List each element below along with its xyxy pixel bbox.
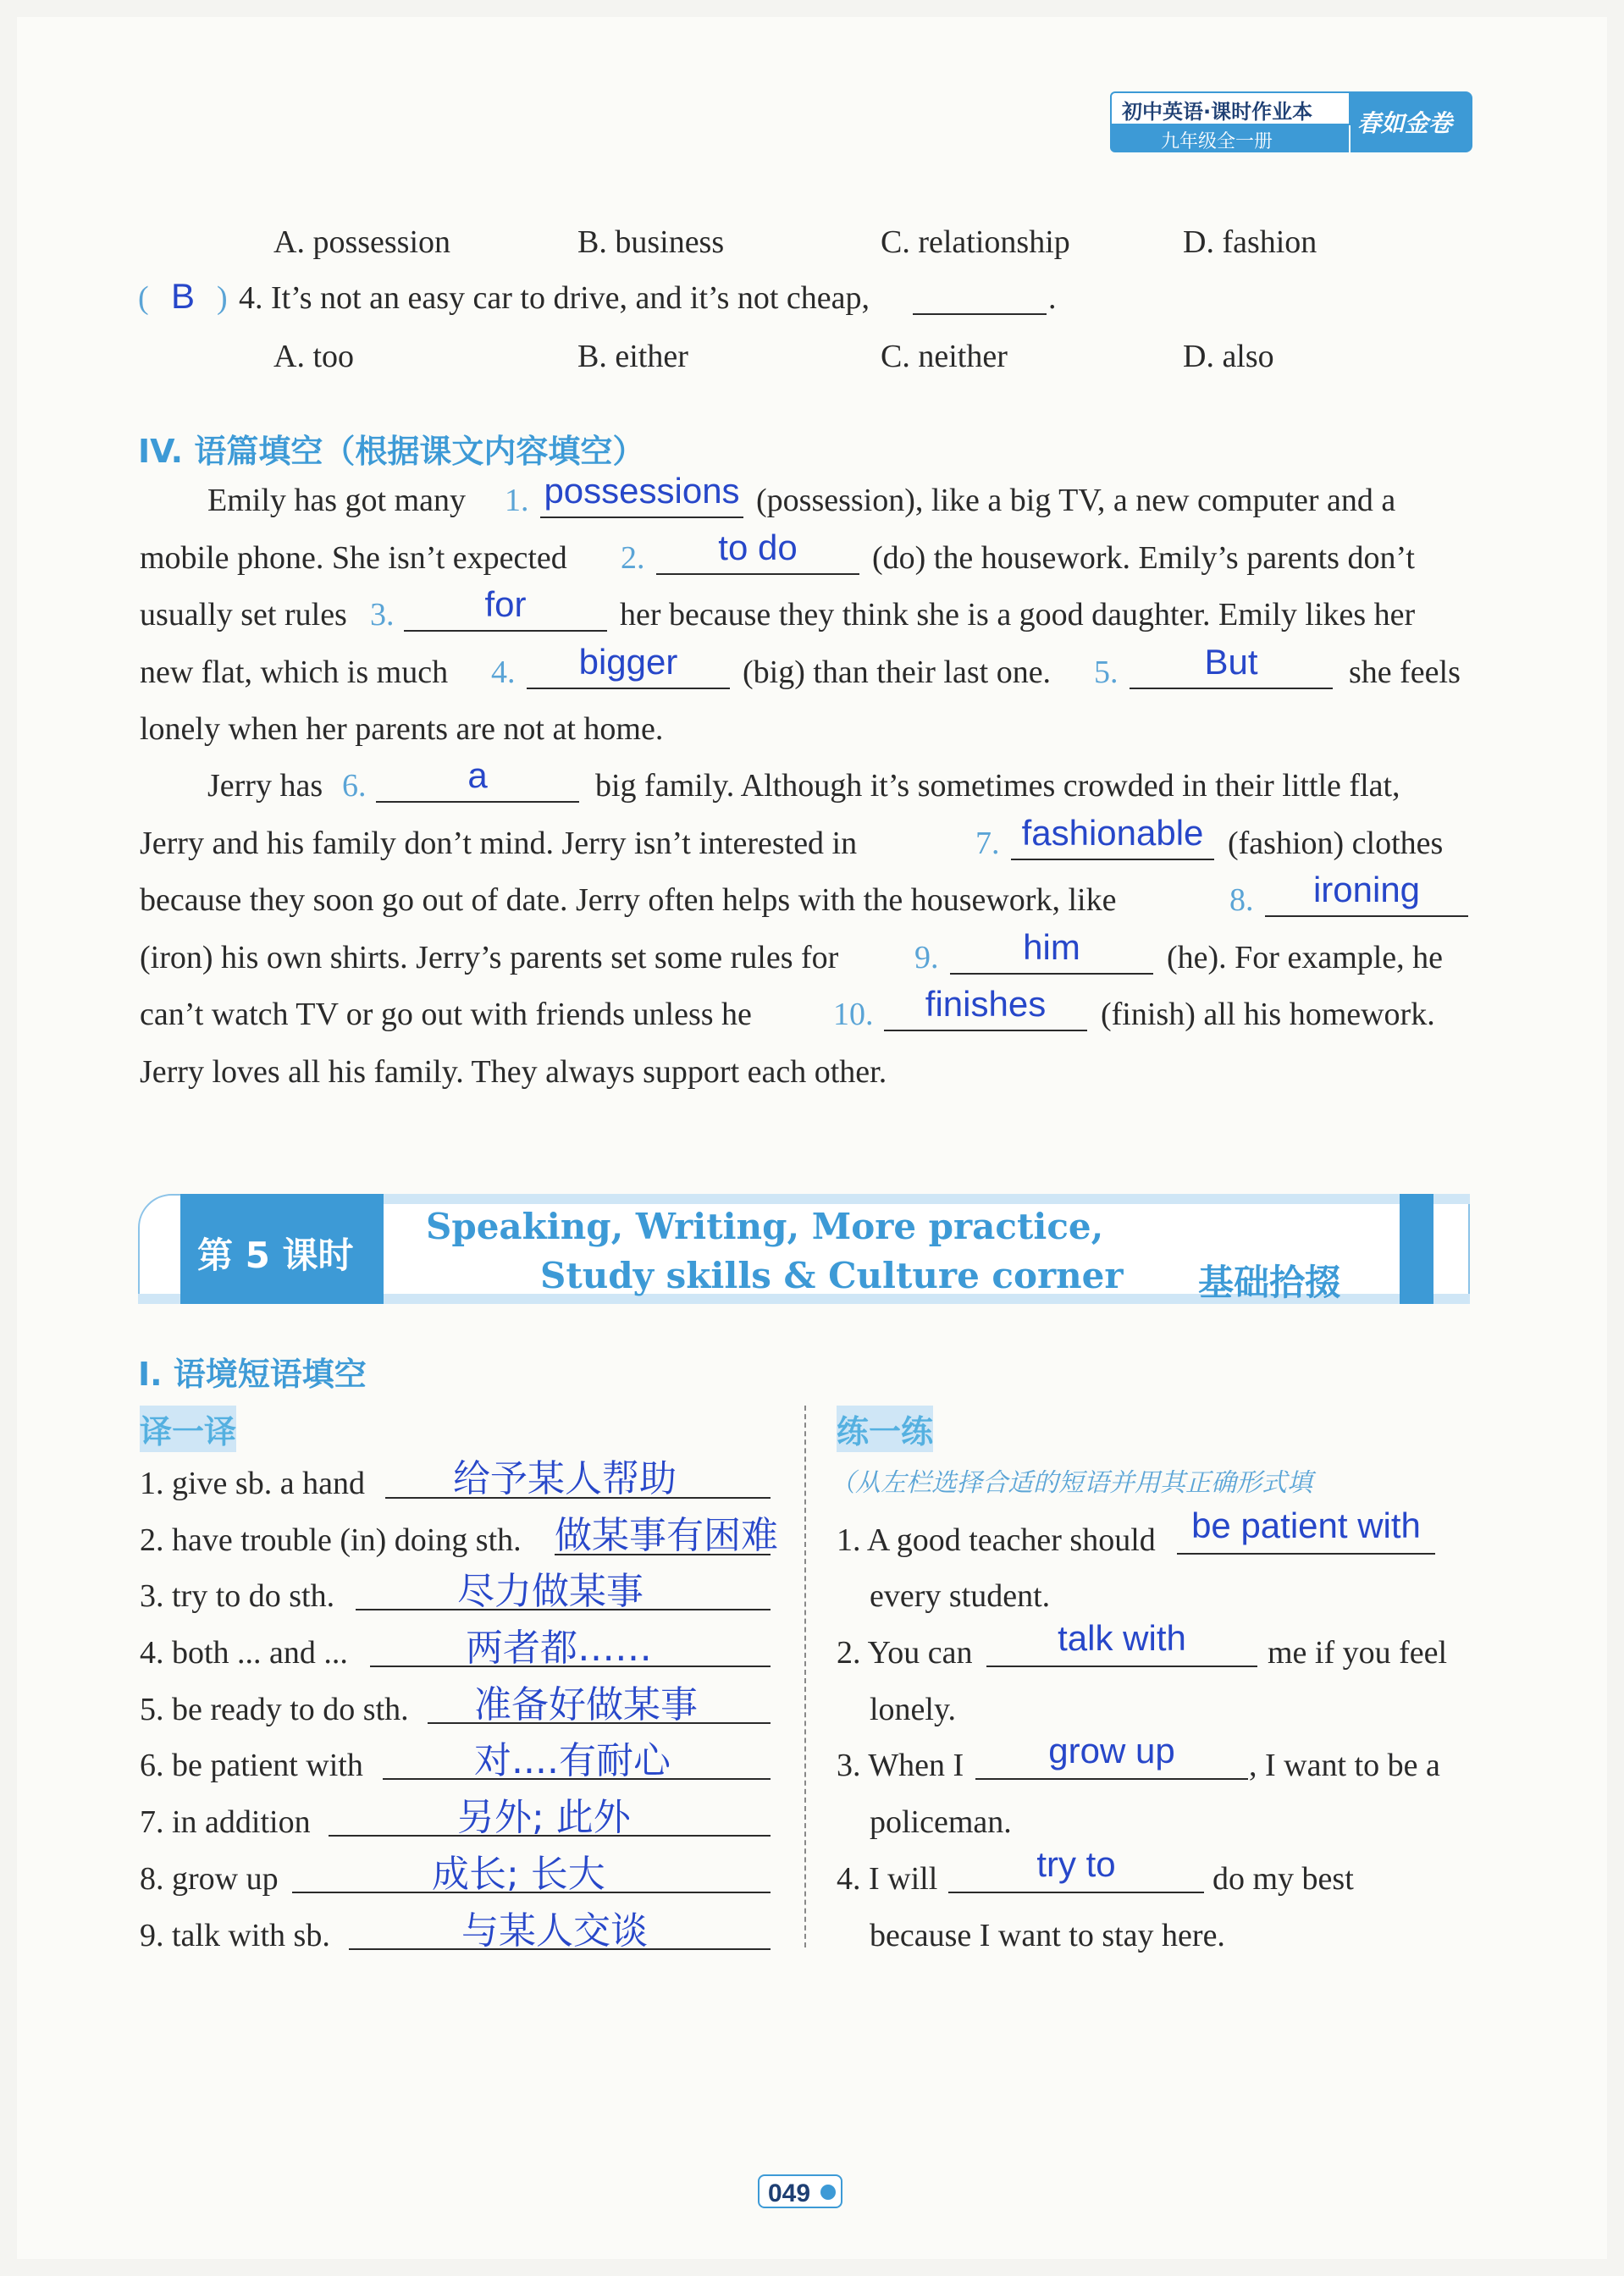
p1-text: mobile phone. She isn’t expected [140,540,567,576]
blank-8[interactable] [1265,915,1468,917]
lesson-title-suffix: 基础拾掇 [1198,1262,1341,1303]
answer-8: ironing [1312,870,1421,909]
q4-paren-close: ) [217,280,228,316]
practice-1: 1. A good teacher should [837,1522,1156,1558]
practice-1-blank[interactable] [1177,1553,1435,1555]
answer-2: to do [718,528,798,567]
blank-1-number: 1. [505,483,529,518]
phrase-2: 2. have trouble (in) doing sth. [140,1522,522,1558]
p2-text: Jerry and his family don’t mind. Jerry isn’t interested in [140,826,858,861]
p1-text: (possession), like a big TV, a new computer and a [756,483,1396,518]
p1-text: (do) the housework. Emily’s parents don’t [872,540,1415,576]
blank-5-number: 5. [1094,655,1119,690]
p1-text: lonely when her parents are not at home. [140,711,664,747]
answer-7: fashionable [1021,813,1204,853]
blank-9-number: 9. [914,940,939,975]
answer-4: bigger [578,642,678,682]
p1-text: she feels [1349,655,1461,690]
practice-4-after: do my best [1212,1861,1354,1897]
blank-1[interactable] [540,517,743,518]
blank-4-number: 4. [491,655,516,690]
practice-3-after: , I want to be a [1249,1748,1440,1783]
phrase-1-answer: 给予某人帮助 [453,1457,677,1500]
practice-4-cont: because I want to stay here. [870,1918,1225,1953]
practice-3-answer: grow up [1048,1731,1175,1771]
q4-answer: B [170,276,195,316]
practice-4: 4. I will [837,1861,938,1897]
section-iv-title: IV. 语篇填空（根据课文内容填空） [138,433,645,470]
practice-1-cont: every student. [870,1578,1051,1614]
p2-text: (iron) his own shirts. Jerry’s parents set some rules for [140,940,839,975]
phrase-4: 4. both ... and ... [140,1635,348,1671]
practice-3-blank[interactable] [975,1778,1248,1780]
right-instruction: （从左栏选择合适的短语并用其正确形式填 [830,1468,1312,1498]
section-i-title: I. 语境短语填空 [138,1356,367,1393]
blank-3[interactable] [404,630,607,632]
blank-7-number: 7. [975,826,1000,861]
lesson-title-line1: Speaking, Writing, More practice, [426,1206,1104,1247]
practice-2-cont: lonely. [870,1692,957,1727]
brand-logo: 春如金卷 [1357,109,1453,137]
answer-6: a [467,755,488,795]
header-badge [1110,91,1472,152]
answer-1: possessions [544,471,740,511]
practice-2-answer: talk with [1058,1618,1186,1658]
blank-9[interactable] [950,973,1153,975]
blank-2-number: 2. [621,540,645,576]
blank-2[interactable] [656,573,859,575]
phrase-7: 7. in addition [140,1804,311,1840]
q4-option-b: B. either [577,339,688,374]
blank-8-number: 8. [1229,882,1254,918]
q4-option-a: A. too [273,339,354,374]
q3-option-c: C. relationship [881,224,1070,260]
p2-text: (finish) all his homework. [1101,997,1435,1032]
blank-6-number: 6. [342,768,367,804]
lesson-label: 第 5 课时 [197,1235,354,1276]
blank-5[interactable] [1130,688,1333,689]
blank-7[interactable] [1011,859,1214,860]
q4-paren-open: ( [138,280,149,316]
q3-option-d: D. fashion [1183,224,1317,260]
q4-option-d: D. also [1183,339,1274,374]
practice-4-blank[interactable] [948,1892,1204,1893]
phrase-3: 3. try to do sth. [140,1578,335,1614]
left-col-heading: 译一译 [140,1406,236,1452]
phrase-5: 5. be ready to do sth. [140,1692,409,1727]
answer-10: finishes [925,984,1047,1024]
phrase-1: 1. give sb. a hand [140,1466,365,1501]
p2-text: (fashion) clothes [1228,826,1444,861]
lesson-banner [138,1194,1470,1304]
practice-3-cont: policeman. [870,1804,1012,1840]
phrase-8: 8. grow up [140,1861,279,1897]
grade-label: 九年级全一册 [1161,131,1273,152]
p1-text: (big) than their last one. [743,655,1052,690]
page-dot-icon [820,2185,836,2200]
p1-text: usually set rules [140,597,347,633]
q3-option-b: B. business [577,224,725,260]
phrase-9: 9. talk with sb. [140,1918,330,1953]
phrase-7-answer: 另外; 此外 [457,1796,631,1839]
blank-10-number: 10. [833,997,874,1032]
answer-3: for [484,584,527,624]
blank-3-number: 3. [370,597,395,633]
phrase-5-answer: 准备好做某事 [474,1683,698,1726]
p1-text: new flat, which is much [140,655,449,690]
phrase-3-answer: 尽力做某事 [457,1570,644,1613]
phrase-9-answer: 与某人交谈 [461,1909,648,1953]
blank-6[interactable] [376,801,579,803]
book-title: 初中英语·课时作业本 [1122,100,1313,124]
practice-2-blank[interactable] [986,1666,1257,1667]
practice-2-after: me if you feel [1268,1635,1448,1671]
p2-text: can’t watch TV or go out with friends unless he [140,997,752,1032]
practice-4-answer: try to [1036,1844,1116,1884]
phrase-4-answer: 两者都…… [466,1627,652,1670]
phrase-8-answer: 成长; 长大 [432,1853,605,1896]
page-number-badge [758,2174,842,2208]
q4-stem: 4. It’s not an easy car to drive, and it’s not cheap, [239,280,870,316]
q4-end: . [1048,280,1057,316]
p2-text: because they soon go out of date. Jerry often helps with the housework, like [140,882,1117,918]
p2-text: Jerry loves all his family. They always support each other. [140,1054,887,1090]
lesson-title-line2: Study skills & Culture corner [540,1255,1124,1296]
p2-text: (he). For example, he [1167,940,1444,975]
column-divider [804,1406,806,1947]
p2-text: Jerry has [207,768,323,804]
q4-blank[interactable] [913,313,1047,315]
page-number: 049 [768,2179,811,2207]
phrase-6: 6. be patient with [140,1748,363,1783]
phrase-2-answer: 做某事有困难 [555,1514,778,1557]
answer-9: him [1023,927,1080,967]
blank-4[interactable] [527,688,730,689]
answer-5: But [1204,642,1258,682]
phrase-6-answer: 对....有耐心 [474,1739,671,1782]
q3-option-a: A. possession [273,224,451,260]
practice-1-answer: be patient with [1191,1505,1421,1545]
p1-text: Emily has got many [207,483,467,518]
q4-option-c: C. neither [881,339,1008,374]
p2-text: big family. Although it’s sometimes crowded in their little flat, [595,768,1400,804]
blank-10[interactable] [884,1030,1087,1031]
right-col-heading: 练一练 [837,1406,933,1452]
p1-text: her because they think she is a good daughter. Emily likes her [620,597,1416,633]
practice-2: 2. You can [837,1635,973,1671]
practice-3: 3. When I [837,1748,964,1783]
